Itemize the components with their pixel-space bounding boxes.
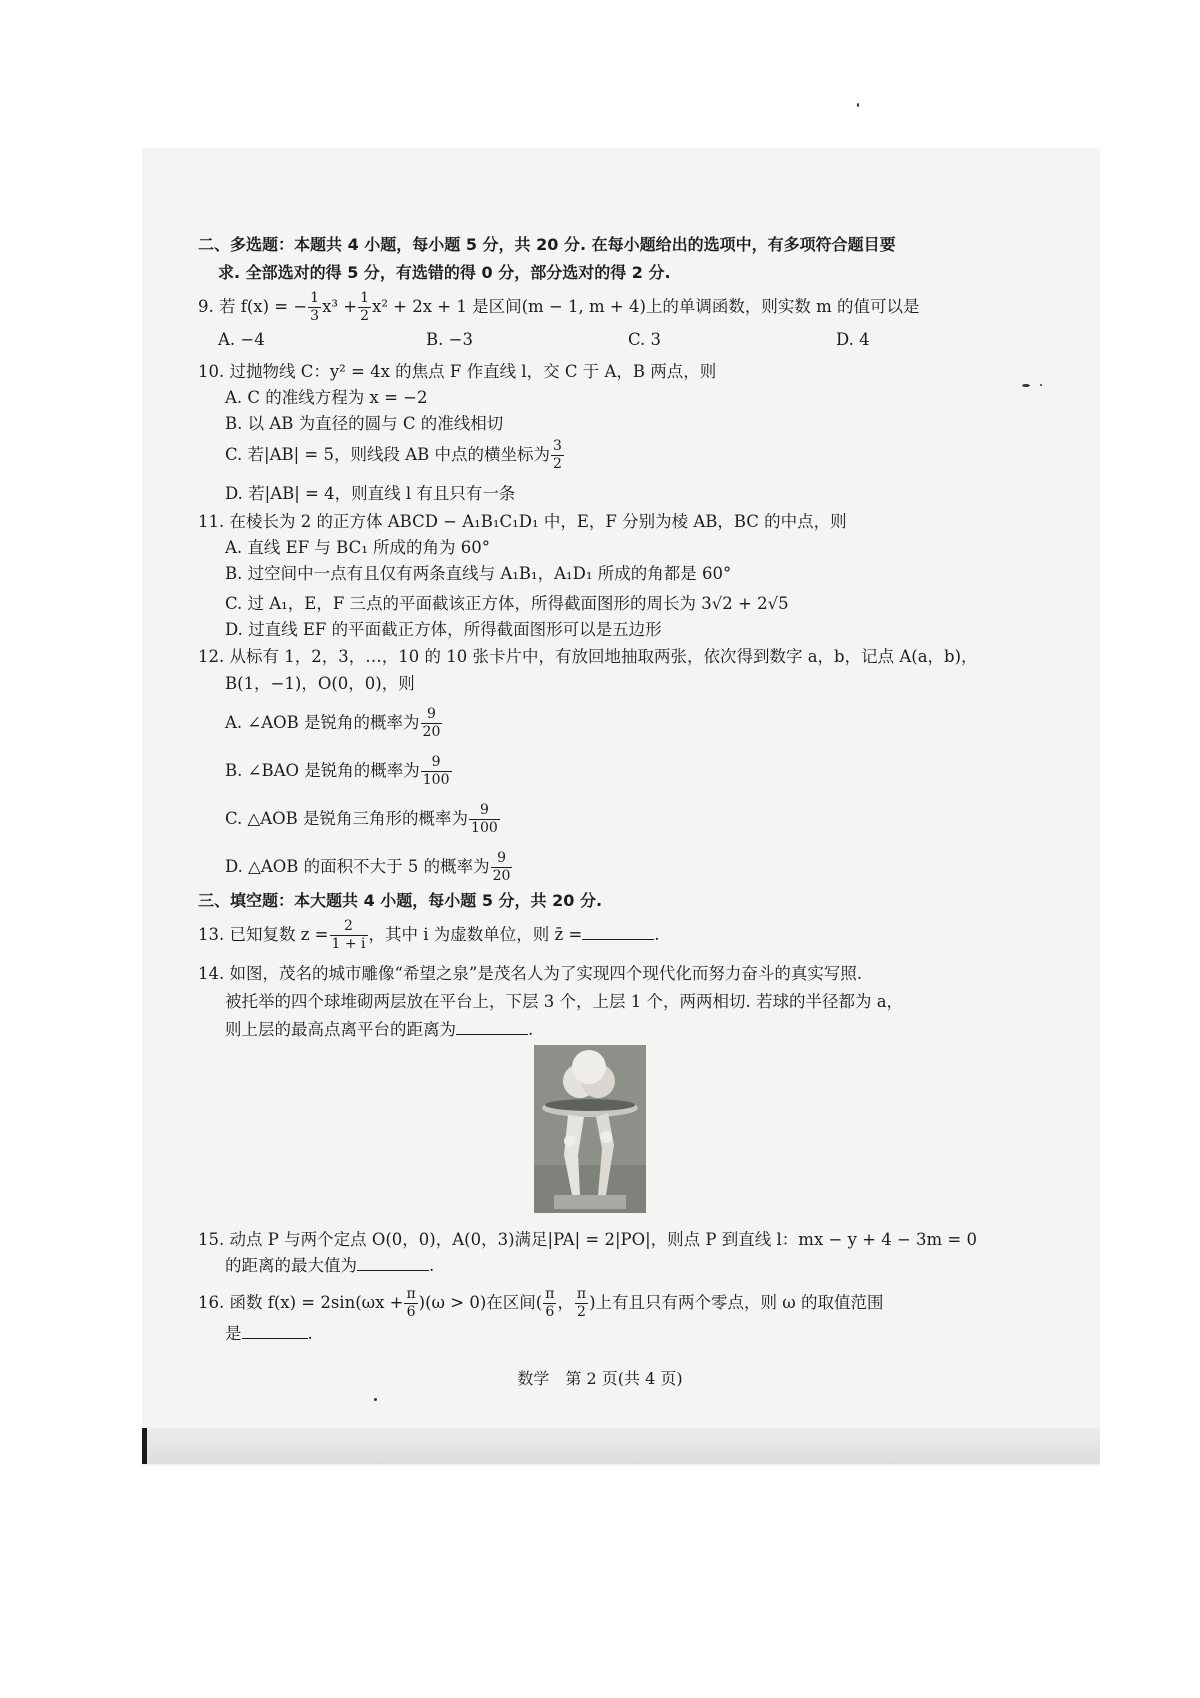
option-c: C. 3 [628,330,662,349]
question-14-line1: 14. 如图，茂名的城市雕像“希望之泉”是茂名人为了实现四个现代化而努力奋斗的真实写照. [198,964,863,983]
question-12-option-c: C. △AOB 是锐角三角形的概率为 $\frac{9}{100}$ [225,802,498,836]
question-12-option-b: B. ∠BAO 是锐角的概率为 $\frac{9}{100}$ [225,754,450,788]
scan-edge-mark [142,1428,147,1464]
option-d: D. 4 [836,330,870,349]
question-14-line3: 则上层的最高点离平台的距离为 . [225,1020,534,1039]
question-11-option-b: B. 过空间中一点有且仅有两条直线与 A₁B₁，A₁D₁ 所成的角都是 60° [225,564,732,583]
question-9-choices [198,330,958,354]
question-10-option-d: D. 若|AB| = 4，则直线 l 有且只有一条 [225,484,516,503]
option-a: A. −4 [218,330,265,349]
answer-blank [456,1032,528,1035]
question-10-stem: 10. 过抛物线 C：y² = 4x 的焦点 F 作直线 l，交 C 于 A，B 两点，则 [198,362,717,381]
question-13: 13. 已知复数 z = $\frac{2}{1 + i}$ ，其中 i 为虚数单位，则 z̄ = . [198,918,660,952]
question-11-stem: 11. 在棱长为 2 的正方体 ABCD − A₁B₁C₁D₁ 中，E，F 分别为棱 AB，BC 的中点，则 [198,512,847,531]
question-10-option-a: A. C 的准线方程为 x = −2 [225,388,428,407]
section-3-header: 三、填空题：本大题共 4 小题，每小题 5 分，共 20 分. [198,891,603,910]
question-16-line1: 16. 函数 f(x) = 2sin(ωx + $\frac{\pi}{6}$ )(ω > 0)在区间( $\frac{\pi}{6}$ ， $\frac{\pi}{2}$ )上有且只有两个零点，则 ω 的取值范围 [198,1286,884,1320]
answer-blank [582,937,654,940]
scan-speck [374,1398,377,1401]
question-11-option-a: A. 直线 EF 与 BC₁ 所成的角为 60° [225,538,491,557]
question-12-stem-line1: 12. 从标有 1，2，3，…，10 的 10 张卡片中，有放回地抽取两张，依次得到数字 a，b，记点 A(a，b)， [198,647,978,666]
question-11-option-d: D. 过直线 EF 的平面截正方体，所得截面图形可以是五边形 [225,620,662,639]
sculpture-illustration [534,1045,646,1213]
section-2-header-line1: 二、多选题：本题共 4 小题，每小题 5 分，共 20 分. 在每小题给出的选项中，有多项符合题目要 [198,235,896,254]
scan-speck [1022,384,1030,387]
question-15-line1: 15. 动点 P 与两个定点 O(0，0)，A(0，3)满足|PA| = 2|PO|，则点 P 到直线 l：mx − y + 4 − 3m = 0 [198,1230,977,1249]
question-11-option-c: C. 过 A₁，E，F 三点的平面截该正方体，所得截面图形的周长为 3√2 + 2√5 [225,594,789,613]
question-10-option-b: B. 以 AB 为直径的圆与 C 的准线相切 [225,414,504,433]
question-9: 9. 若 f(x) = − $\frac{1}{3}$ x³ + $\frac{1}{2}$ x² + 2x + 1 是区间(m − 1, m + 4)上的单调函数，则实数 m 的值可以是 [198,290,920,324]
question-12-option-a: A. ∠AOB 是锐角的概率为 $\frac{9}{20}$ [225,706,441,740]
option-b: B. −3 [426,330,473,349]
question-14-line2: 被托举的四个球堆砌两层放在平台上，下层 3 个，上层 1 个，两两相切. 若球的半径都为 a， [225,992,904,1011]
question-10-option-c: C. 若|AB| = 5，则线段 AB 中点的横坐标为 $\frac{3}{2}$ [225,438,562,472]
answer-blank [242,1336,308,1339]
scan-speck [857,103,859,107]
question-12-option-d: D. △AOB 的面积不大于 5 的概率为 $\frac{9}{20}$ [225,850,511,884]
scan-speck [1040,384,1042,386]
question-16-line2: 是 . [225,1324,313,1343]
question-12-stem-line2: B(1，−1)，O(0，0)，则 [225,674,415,693]
answer-blank [357,1268,429,1271]
sculpture-photo [534,1045,646,1213]
scan-shadow [142,1428,1100,1464]
section-2-header-line2: 求. 全部选对的得 5 分，有选错的得 0 分，部分选对的得 2 分. [218,263,671,282]
question-15-line2: 的距离的最大值为 . [225,1256,435,1275]
page-footer: 数学 第 2 页(共 4 页) [517,1369,683,1388]
